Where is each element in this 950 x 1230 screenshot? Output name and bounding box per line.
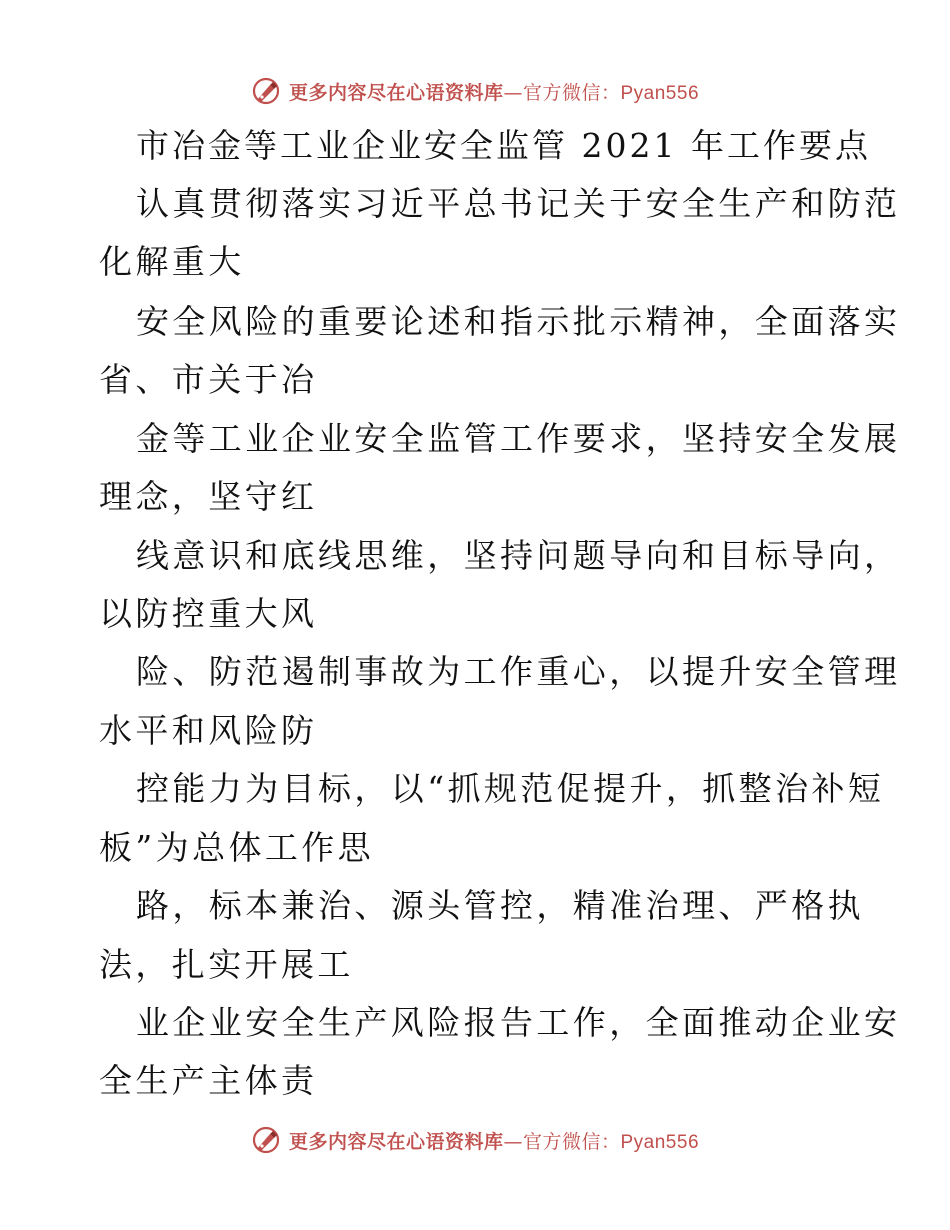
paragraph-line: 业企业安全生产风险报告工作，全面推动企业安 [136,1003,901,1042]
paragraph-line: 全生产主体责 [99,1061,318,1100]
paragraph-line: 安全风险的重要论述和指示批示精神，全面落实 [136,302,901,341]
watermark-main-text: 更多内容尽在心语资料库 [288,81,504,104]
paragraph-line: 法，扎实开展工 [99,945,354,984]
paragraph-line: 省、市关于冶 [99,360,318,399]
paragraph-line: 板”为总体工作思 [99,828,375,867]
paragraph-line: 化解重大 [99,242,245,281]
watermark-label: 官方微信： [522,81,621,104]
paragraph-line: 控能力为目标，以“抓规范促提升，抓整治补短 [136,769,885,808]
paragraph-line: 水平和风险防 [99,711,318,750]
footer-watermark-banner [0,1120,950,1160]
paragraph-line: 险、防范遏制事故为工作重心，以提升安全管理 [136,652,901,691]
pen-nib-logo-icon [251,1125,281,1155]
watermark-separator: — [503,1130,523,1153]
watermark-wechat-id: Pyan556 [620,82,700,104]
paragraph-line: 金等工业企业安全监管工作要求，坚持安全发展 [136,419,901,458]
paragraph-line: 路，标本兼治、源头管控，精准治理、严格执 [136,886,864,925]
watermark-text [289,1127,699,1154]
paragraph-line: 以防控重大风 [99,594,318,633]
paragraph-line: 理念，坚守红 [99,477,318,516]
watermark-label: 官方微信： [522,1130,621,1153]
watermark-separator: — [503,81,523,104]
watermark-main-text: 更多内容尽在心语资料库 [288,1130,504,1153]
document-title: 市冶金等工业企业安全监管 2021 年工作要点 [136,126,871,165]
paragraph-line: 认真贯彻落实习近平总书记关于安全生产和防范 [136,184,901,223]
watermark-wechat-id: Pyan556 [620,1131,700,1153]
paragraph-line: 线意识和底线思维，坚持问题导向和目标导向， [136,536,901,575]
